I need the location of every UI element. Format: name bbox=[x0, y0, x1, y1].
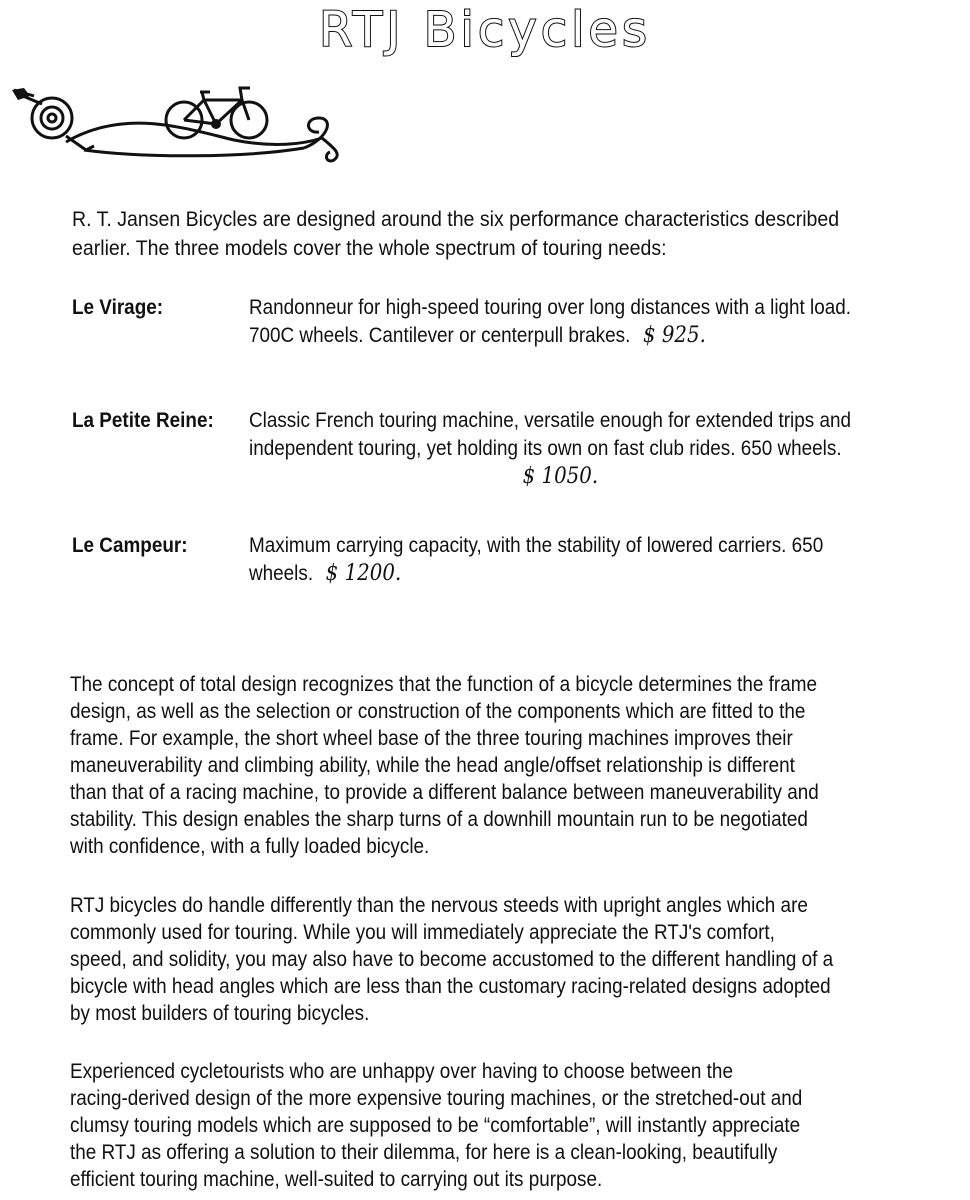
bicycle-logo-icon bbox=[4, 78, 349, 168]
model-description bbox=[249, 294, 897, 350]
paragraph-line: clumsy touring models which are supposed to be “comfortable”, will instantly appreciate bbox=[70, 1114, 801, 1137]
model-name: Le Virage: bbox=[72, 296, 164, 319]
model-name: La Petite Reine: bbox=[72, 409, 214, 432]
paragraph-line: than that of a racing machine, to provide a different balance between maneuverability and bbox=[70, 781, 819, 804]
paragraph-line: the RTJ as offering a solution to their dilemma, for here is a clean-looking, beautifully bbox=[70, 1141, 778, 1164]
model-name: Le Campeur: bbox=[72, 534, 188, 557]
model-desc-line: independent touring, yet holding its own on fast club rides. 650 wheels. bbox=[249, 437, 842, 460]
model-desc-line: 700C wheels. Cantilever or centerpull brakes. $ 925. bbox=[249, 323, 706, 348]
model-description bbox=[249, 532, 897, 588]
model-description bbox=[249, 407, 897, 491]
paragraph-line: Experienced cycletourists who are unhappy over having to choose between the bbox=[70, 1060, 733, 1083]
paragraph-line: RTJ bicycles do handle differently than the nervous steeds with upright angles which are bbox=[70, 894, 808, 917]
handwritten-price: $ 1200. bbox=[325, 561, 402, 586]
model-desc-line: Classic French touring machine, versatile enough for extended trips and bbox=[249, 409, 851, 432]
paragraph-line: efficient touring machine, well-suited to carrying out its purpose. bbox=[70, 1168, 603, 1191]
paragraph-line: stability. This design enables the sharp turns of a downhill mountain run to be negotiated bbox=[70, 808, 808, 831]
intro-paragraph bbox=[72, 205, 890, 263]
paragraph-line: racing-derived design of the more expensive touring machines, or the stretched-out and bbox=[70, 1087, 803, 1110]
paragraph-line: commonly used for touring. While you will immediately appreciate the RTJ's comfort, bbox=[70, 921, 775, 944]
model-desc-line: Randonneur for high-speed touring over long distances with a light load. bbox=[249, 296, 852, 319]
page-title: RTJ Bicycles bbox=[319, 2, 651, 58]
paragraph-line: design, as well as the selection or construction of the components which are fitted to the bbox=[70, 700, 806, 723]
model-desc-line: wheels. $ 1200. bbox=[249, 561, 402, 586]
model-desc-line: Maximum carrying capacity, with the stability of lowered carriers. 650 bbox=[249, 534, 824, 557]
paragraph-line: maneuverability and climbing ability, while the head angle/offset relationship is different bbox=[70, 754, 795, 777]
intro-line: R. T. Jansen Bicycles are designed around the six performance characteristics described bbox=[72, 208, 840, 231]
paragraph-line: bicycle with head angles which are less than the customary racing-related designs adopted bbox=[70, 975, 831, 998]
paragraph-line: speed, and solidity, you may also have to become accustomed to the different handling of a bbox=[70, 948, 834, 971]
paragraph-line: frame. For example, the short wheel base of the three touring machines improves their bbox=[70, 727, 793, 750]
handwritten-price: $ 1050. bbox=[522, 464, 599, 489]
paragraph-total-design bbox=[70, 671, 934, 860]
paragraph-handling bbox=[70, 892, 934, 1027]
handwritten-price: $ 925. bbox=[642, 323, 706, 348]
paragraph-line: The concept of total design recognizes that the function of a bicycle determines the frame bbox=[70, 673, 817, 696]
paragraph-cycletourists bbox=[70, 1058, 934, 1193]
intro-line: earlier. The three models cover the whole spectrum of touring needs: bbox=[72, 237, 667, 260]
paragraph-line: with confidence, with a fully loaded bicycle. bbox=[70, 835, 430, 858]
paragraph-line: by most builders of touring bicycles. bbox=[70, 1002, 370, 1025]
